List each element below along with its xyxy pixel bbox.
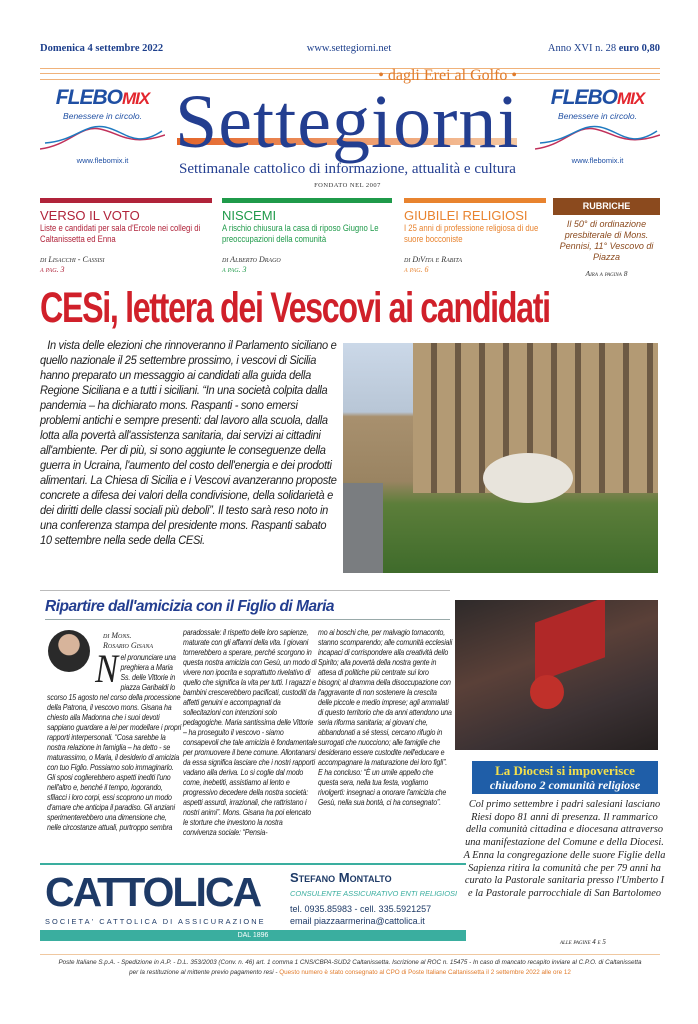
- masthead-subtitle: • dagli Erei al Golfo •: [378, 67, 517, 84]
- rubriche-box[interactable]: [553, 198, 660, 278]
- brand-part-1: FLEBO: [550, 86, 617, 109]
- footer-line: per la restituzione al mittente previo pagamento resi -: [129, 969, 280, 976]
- brand-part-2: MIX: [121, 89, 150, 108]
- teaser-text: Liste e candidati per sala d'Ercole nei collegi di Caltanissetta ed Enna: [40, 223, 201, 244]
- flebomix-tagline: Benessere in circolo.: [63, 111, 142, 121]
- brand-part-1: FLEBO: [55, 86, 122, 109]
- ad-agent-name: Stefano Montalto: [290, 870, 392, 885]
- teaser-rule: [40, 198, 212, 203]
- byline-prefix: di Mons.: [103, 631, 132, 640]
- teaser-byline: di Lisacchi - Cassisi: [40, 255, 105, 264]
- footer-line: Poste Italiane S.p.A. - Spedizione in A.P. - D.L. 353/2003 (Conv. n. 46) art. 1 comma 1 CNS/CBPA-SUD2 Caltanissetta. Iscrizione al ROC n. 15475 - In caso di mancato recapito inviare al C.P.O. di Caltanissetta: [58, 959, 642, 966]
- teaser-rule: [222, 198, 392, 203]
- procession-photo: [455, 600, 658, 750]
- issue-date: Domenica 4 settembre 2022: [40, 43, 164, 54]
- teaser-byline: di DiVita e Rabita: [404, 255, 462, 264]
- flebomix-url: www.flebomix.it: [571, 156, 624, 165]
- flebomix-logo: [40, 86, 165, 111]
- teaser-title: NISCEMI: [222, 208, 277, 223]
- flebomix-tagline: Benessere in circolo.: [558, 111, 637, 121]
- diocesi-text: [462, 799, 667, 901]
- diocesi-subtitle: chiudono 2 comunità religiose: [489, 778, 641, 792]
- ad-company: SOCIETA' CATTOLICA DI ASSICURAZIONE: [45, 917, 266, 926]
- postal-footer: [40, 954, 660, 978]
- ad-phone: tel. 0935.85983 - cell. 335.5921257: [290, 904, 432, 914]
- masthead: [175, 67, 525, 164]
- diocesi-box[interactable]: [472, 761, 658, 794]
- ad-agent-role: CONSULENTE ASSICURATIVO ENTI RELIGIOSI: [290, 889, 458, 898]
- wave-icon: [40, 121, 165, 151]
- diocesi-page-ref: alle pagine 4 e 5: [560, 938, 606, 946]
- teaser-page: a pag. 3: [222, 265, 247, 274]
- ad-since-band: DAL 1896: [40, 930, 466, 941]
- diocesi-title: La Diocesi si impoverisce: [495, 763, 635, 778]
- teaser-niscemi[interactable]: [222, 198, 392, 275]
- teaser-text: A rischio chiusura la casa di riposo Giugno Le preoccupazioni della comunità: [222, 223, 379, 244]
- website-link[interactable]: www.settegiorni.net: [306, 43, 392, 54]
- cattolica-ad[interactable]: [40, 863, 466, 941]
- brand-part-2: MIX: [616, 89, 645, 108]
- main-headline: CESi, lettera dei Vescovi ai candidati: [40, 284, 550, 332]
- issue-number: Anno XVI n. 28: [547, 43, 617, 54]
- flebomix-logo: [535, 86, 660, 111]
- main-lead: In vista delle elezioni che rinnoveranno il Parlamento siciliano e quello nazionale il 25 settembre prossimo, i vescovi di Sicilia hanno preparato un messaggio ai candidati alla guida della Regione Siciliana e a tutti i siciliani. “In una società colpita dalla pandemia – ha dichiarato mons. Raspanti - sono emersi problemi antichi e sempre presenti: dal lavoro alla scuola, dalla lotta alla povertà all'assistenza sanitaria, dai servizi ai cittadini all'ambiente. Per di più, si sono aggiunte le conseguenze della guerra in Ucraina, l'aumento del costo dell'energia e dei prodotti alimentari. La Chiesa di Sicilia e i Vescovi avanzeranno proposte concrete a difesa dei valori della condivisione, della solidarietà e dei diritti delle classi sociali più deboli”. Il testo sarà reso noto in una conferenza stampa del presidente mons. Raspanti sabato 10 settembre nella sede della CESi.: [40, 338, 337, 547]
- column-text: el pronunciare una preghiera a Maria Ss. delle Vittorie in piazza Garibaldi lo scorso 15 agosto nel corso della processione della Patrona, il vescovo mons. Gisana ha chiesto alla Madonna che i suoi devoti sappiano guardare a lei per modellare i propri rapporti interpersonali. “Cosa sarebbe la nostra relazione in famiglia – ha detto - se maturassimo, o Maria, il desiderio di amicizia con tuo Figlio. Possiamo solo immaginarlo. Gli sposi coglierebbero aspetti inediti l'uno nell'altro e, benché il tempo, logorando, sfilacci i loro corpi, essi scoprono un modo d'amare che anticipa il paradiso. Gli anziani sperimenterebbero una dimensione che, nelle circostanze attuali, purtroppo sembra: [47, 653, 182, 832]
- teaser-title: VERSO IL VOTO: [40, 208, 140, 223]
- article-title: Ripartire dall'amicizia con il Figlio di Maria: [45, 598, 450, 620]
- teaser-text: I 25 anni di professione religiosa di due suore bocconiste: [404, 223, 539, 244]
- article-column-1: [47, 646, 182, 833]
- rubriche-page: Aira a pagina 8: [585, 269, 628, 278]
- byline-author: Rosario Gisana: [103, 641, 153, 650]
- teaser-page: a pag. 6: [404, 265, 429, 274]
- ad-email[interactable]: email piazzaarmerina@cattolica.it: [290, 916, 425, 926]
- teaser-giubilei[interactable]: [404, 198, 546, 275]
- rubriche-label: RUBRICHE: [553, 198, 660, 215]
- cattolica-logo: CATTOLICA: [45, 869, 261, 915]
- teaser-verso-il-voto[interactable]: [40, 198, 212, 275]
- teaser-rule: [404, 198, 546, 203]
- footer-notice: Questo numero è stato consegnato al CPO di Poste Italiane Caltanissetta il 2 settembre 2022 alle ore 12: [279, 969, 571, 976]
- issue-info: [548, 42, 660, 55]
- wave-icon: [535, 121, 660, 151]
- flebomix-url: www.flebomix.it: [76, 156, 129, 165]
- section-divider: [40, 590, 450, 591]
- teaser-title: GIUBILEI RELIGIOSI: [404, 208, 528, 223]
- price: euro 0,80: [618, 43, 660, 54]
- founded-note: FONDATO NEL 2007: [314, 182, 381, 189]
- flebomix-ad-left[interactable]: [40, 86, 165, 166]
- rubriche-text: Il 50° di ordinazione presbiterale di Mons. Pennisi, 11° Vescovo di Piazza: [559, 219, 654, 262]
- flebomix-ad-right[interactable]: [535, 86, 660, 166]
- dropcap: N: [95, 646, 118, 691]
- avatar-spacer: [47, 653, 97, 673]
- article-column-2: paradossale: il rispetto delle loro sapienze, maturate con gli affanni della vita. I giovani tornerebbero a sperare, perché scorgono in questa nostra amicizia con Gesù, un modo di vivere non ipocrita e soprattutto rivelativo di quello che significa la vita per tutti. I ragazzi e bambini crescerebbero pacificati, custoditi da affetti genuini e accompagnati da sollecitazioni con intenzioni solo pedagogiche. Maria santissima delle Vittorie – ha proseguito il vescovo - siamo consapevoli che tale amicizia è fondamentale per promuovere il bene comune. Allontanarsi da essa significa lasciare che i nostri rapporti vadano alla deriva. Lo si coglie dal modo come, inebetiti, assistiamo al lento e progressivo decedere della nostra società: aspetti assurdi, irrazionali, che rattristano i nostri animi”. Mons. Gisana ha poi elencato le storture che investono la nostra convivenza sociale: “Pensia-: [183, 628, 318, 837]
- masthead-tagline: Settimanale cattolico di informazione, attualità e cultura: [179, 161, 516, 177]
- palace-photo: [343, 343, 658, 573]
- diocesi-paragraph: A Enna la congregazione delle suore Figlie della Sapienza ritira la comunità che per 79 anni ha curato la Pastorale sanitaria presso l'Umberto I e la Pastorale parrocchiale di San Bartolomeo: [463, 849, 666, 899]
- teaser-page: a pag. 3: [40, 265, 65, 274]
- diocesi-paragraph: Col primo settembre i padri salesiani lasciano Riesi dopo 81 anni di presenza. Il rammarico della comunità cittadina e diocesana attraverso una manifestazione del Comune e della Diocesi.: [465, 799, 664, 849]
- teaser-byline: di Alberto Drago: [222, 255, 281, 264]
- article-column-3: mo ai boschi che, per malvagio tornaconto, stanno scomparendo; alle comunità ecclesiali incapaci di corrispondere alla creatività dello Spirito; alla povertà della nostra gente in attesa di politiche più centrate sui loro bisogni; al dramma della disoccupazione con l'aggravante di non sostenere la crescita delle piccole e medio imprese; agli ammalati di questo territorio che da anni attendono una seria riforma sanitaria; ai giovani che, abbandonati a sé stessi, cercano rifugio in surrogati che nuocciono; alle famiglie che desiderano essere custodite nell'educare e accompagnare la maturazione dei loro figli”. E ha concluso: “È un umile appello che questa sera, nella tua festa, vogliamo rivolgerti: insegnaci a onorare l'amicizia che Gesù, nella sua bontà, ci ha consegnato”.: [318, 628, 453, 807]
- newspaper-name: Settegiorni: [175, 80, 520, 164]
